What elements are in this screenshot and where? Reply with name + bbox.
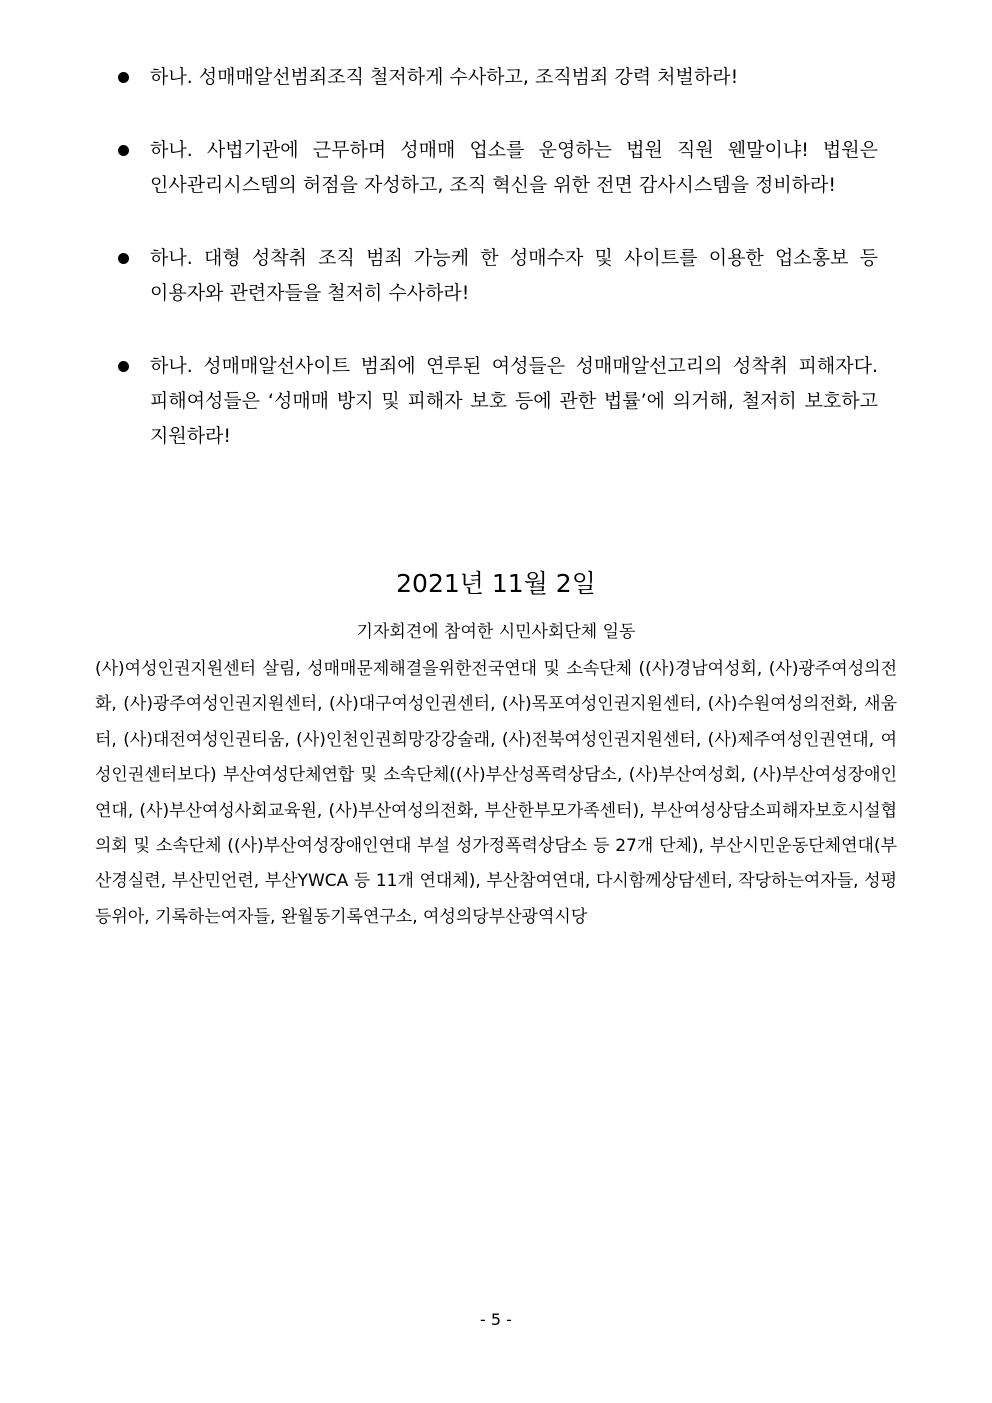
demand-item	[118, 60, 878, 95]
demand-list	[118, 60, 878, 492]
bullet-icon	[118, 145, 129, 156]
bullet-icon	[118, 72, 129, 83]
statement-date: 2021년 11월 2일	[396, 569, 596, 598]
bullet-icon	[118, 253, 129, 264]
page-number: - 5 -	[480, 1310, 512, 1329]
demand-item	[118, 349, 878, 454]
demand-text: 하나. 성매매알선사이트 범죄에 연루된 여성들은 성매매알선고리의 성착취 피해자다. 피해여성들은 ‘성매매 방지 및 피해자 보호 등에 관한 법률’에 의거해, 철저히 보호하고 지원하라!	[150, 355, 878, 447]
demand-text: 하나. 성매매알선범죄조직 철저하게 수사하고, 조직범죄 강력 처벌하라!	[150, 66, 739, 88]
demand-item	[118, 241, 878, 311]
organization-list: (사)여성인권지원센터 살림, 성매매문제해결을위한전국연대 및 소속단체 ((사)경남여성회, (사)광주여성의전화, (사)광주여성인권지원센터, (사)대구여성인권센터, (사)목포여성인권지원센터, (사)수원여성의전화, 새움터, (사)대전여성인권티움, (사)인천인권희망강강술래, (사)전북여성인권지원센터, (사)제주여성인권연대, 여성인권센터보다) 부산여성단체연합 및 소속단체((사)부산성폭력상담소, (사)부산여성회, (사)부산여성장애인연대, (사)부산여성사회교육원, (사)부산여성의전화, 부산한부모가족센터), 부산여성상담소피해자보호시설협의회 및 소속단체 ((사)부산여성장애인연대 부설 성가정폭력상담소 등 27개 단체), 부산시민운동단체연대(부산경실련, 부산민언련, 부산YWCA 등 11개 연대체), 부산참여연대, 다시함께상담센터, 작당하는여자들, 성평등위아, 기록하는여자들, 완월동기록연구소, 여성의당부산광역시당	[95, 659, 897, 927]
demand-text: 하나. 대형 성착취 조직 범죄 가능케 한 성매수자 및 사이트를 이용한 업소홍보 등 이용자와 관련자들을 철저히 수사하라!	[150, 247, 878, 304]
bullet-icon	[118, 361, 129, 372]
demand-text: 하나. 사법기관에 근무하며 성매매 업소를 운영하는 법원 직원 웬말이냐! 법원은 인사관리시스템의 허점을 자성하고, 조직 혁신을 위한 전면 감사시스템을 정비하라!	[150, 139, 878, 196]
demand-item	[118, 133, 878, 203]
signatory-heading: 기자회견에 참여한 시민사회단체 일동	[356, 622, 636, 642]
